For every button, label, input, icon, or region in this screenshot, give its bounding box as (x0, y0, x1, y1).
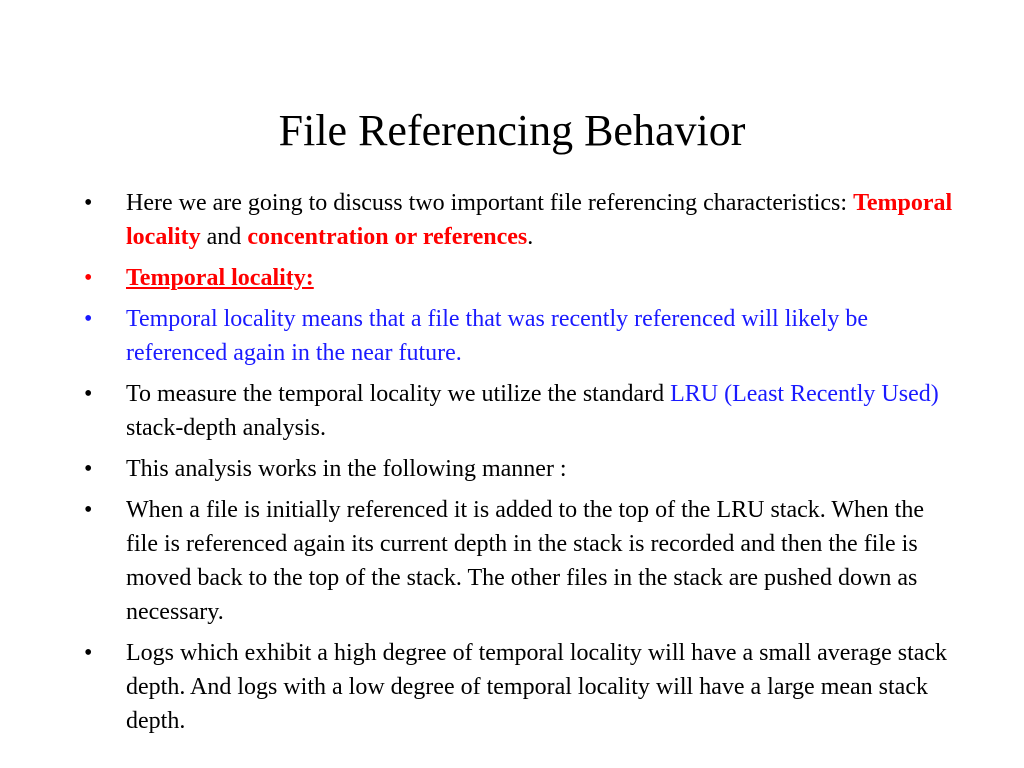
bullet-text: Here we are going to discuss two important file referencing characteristics: (126, 190, 854, 216)
highlight-lru: LRU (Least Recently Used) (670, 381, 939, 407)
section-heading-temporal-locality: Temporal locality: (126, 265, 314, 291)
bullet-text: To measure the temporal locality we utilize the standard (126, 381, 671, 407)
bullet-text: Temporal locality means that a file that was recently referenced will likely be referenced again in the near future. (126, 306, 869, 366)
bullet-text-connector: and (200, 224, 248, 250)
bullet-marker: • (84, 640, 93, 666)
bullet-marker: • (84, 381, 93, 407)
bullet-item-measure (84, 377, 954, 445)
bullet-text-end: stack-depth analysis. (126, 415, 326, 441)
bullet-marker: • (84, 497, 93, 523)
bullet-item-stack-process (84, 493, 954, 629)
bullet-item-definition (84, 302, 954, 370)
bullet-text: Logs which exhibit a high degree of temporal locality will have a small average stack depth. And logs with a low degree of temporal locality will have a large mean stack depth. (126, 640, 948, 734)
bullet-marker: • (84, 306, 93, 332)
highlight-concentration: concentration or references (247, 224, 528, 250)
bullet-item-logs (84, 636, 954, 738)
bullet-text: This analysis works in the following manner : (126, 456, 567, 482)
bullet-marker: • (84, 265, 93, 291)
bullet-list (84, 186, 954, 745)
bullet-text: When a file is initially referenced it is added to the top of the LRU stack. When the file is referenced again its current depth in the stack is recorded and then the file is moved back to the top of the stack. The other files in the stack are pushed down as necessary. (126, 497, 924, 625)
bullet-item-intro (84, 186, 954, 254)
bullet-item-temporal-heading (84, 261, 954, 295)
bullet-marker: • (84, 190, 93, 216)
highlight-temporal-locality: Temporal locality (126, 190, 953, 250)
bullet-text-end: . (527, 224, 534, 250)
slide-title: File Referencing Behavior (278, 106, 746, 155)
bullet-item-analysis (84, 452, 954, 486)
bullet-marker: • (84, 456, 93, 482)
